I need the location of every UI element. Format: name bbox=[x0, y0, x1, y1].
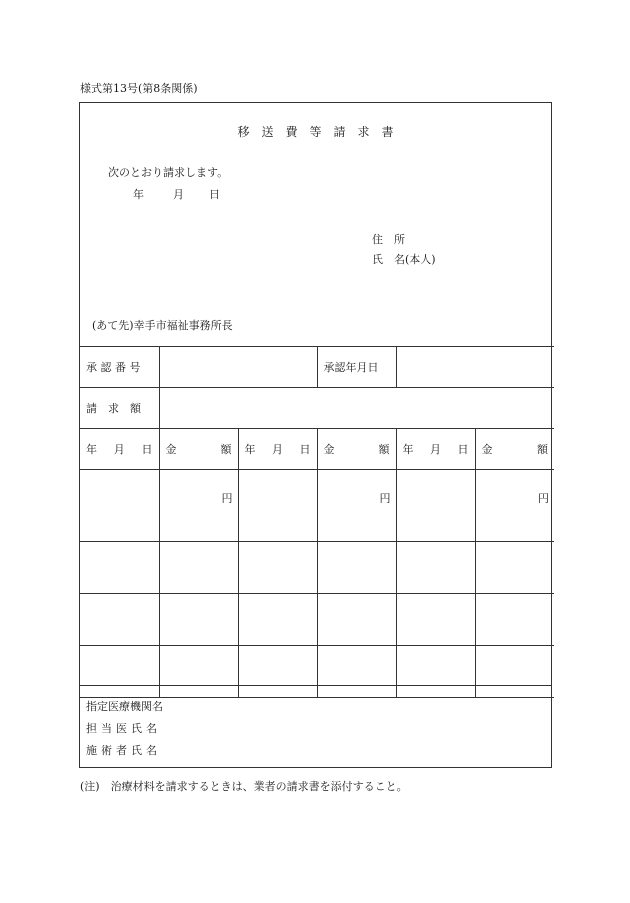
header-year: 年 bbox=[402, 443, 414, 456]
amount-cell[interactable]: 円 bbox=[475, 470, 554, 542]
header-kin: 金 bbox=[481, 443, 493, 456]
header-day: 日 bbox=[141, 443, 153, 456]
header-gaku: 額 bbox=[220, 443, 232, 456]
table-row bbox=[80, 542, 554, 594]
date-cell[interactable] bbox=[396, 542, 475, 594]
approval-number-label: 承 認 番 号 bbox=[80, 347, 159, 388]
claim-amount-row bbox=[80, 388, 554, 429]
date-cell[interactable] bbox=[238, 542, 317, 594]
header-year: 年 bbox=[244, 443, 256, 456]
address-label: 住 所 bbox=[372, 233, 405, 246]
form-header bbox=[80, 103, 551, 346]
document-title: 移送費等請求書 bbox=[237, 125, 406, 139]
form-number: 様式第13号(第8条関係) bbox=[80, 82, 198, 95]
column-header-row bbox=[80, 429, 554, 470]
amount-cell[interactable] bbox=[159, 542, 238, 594]
date-column-header bbox=[238, 429, 317, 470]
intro-text: 次のとおり請求します。 bbox=[108, 166, 229, 179]
approval-number-field[interactable] bbox=[159, 347, 317, 388]
date-cell[interactable] bbox=[238, 594, 317, 646]
approval-date-label: 承認年月日 bbox=[317, 347, 396, 388]
doctor-label: 担当医氏名 bbox=[86, 722, 161, 735]
header-day: 日 bbox=[299, 443, 311, 456]
amount-column-header bbox=[317, 429, 396, 470]
claim-amount-label: 請 求 額 bbox=[80, 388, 159, 429]
amount-cell[interactable] bbox=[159, 594, 238, 646]
month-label: 月 bbox=[173, 188, 184, 201]
practitioner-label: 施術者氏名 bbox=[86, 744, 161, 757]
date-cell[interactable] bbox=[396, 594, 475, 646]
amount-cell[interactable]: 円 bbox=[317, 470, 396, 542]
header-kin: 金 bbox=[323, 443, 335, 456]
date-cell[interactable] bbox=[80, 594, 159, 646]
footnote: (注) 治療材料を請求するときは、業者の請求書を添付すること。 bbox=[80, 780, 408, 793]
header-month: 月 bbox=[272, 443, 283, 456]
amount-column-header bbox=[475, 429, 554, 470]
name-label: 氏 名(本人) bbox=[372, 253, 436, 266]
header-gaku: 額 bbox=[378, 443, 390, 456]
table-row bbox=[80, 594, 554, 646]
header-month: 月 bbox=[430, 443, 441, 456]
provider-section bbox=[80, 685, 551, 768]
approval-row bbox=[80, 347, 554, 388]
year-label: 年 bbox=[133, 188, 144, 201]
amount-column-header bbox=[159, 429, 238, 470]
header-month: 月 bbox=[113, 443, 125, 456]
claim-amount-field[interactable] bbox=[159, 388, 554, 429]
date-cell[interactable] bbox=[238, 470, 317, 542]
amount-cell[interactable] bbox=[475, 594, 554, 646]
header-gaku: 額 bbox=[537, 443, 548, 456]
header-year: 年 bbox=[86, 443, 97, 456]
approval-date-field[interactable] bbox=[396, 347, 554, 388]
header-kin: 金 bbox=[165, 443, 177, 456]
table-row bbox=[80, 470, 554, 542]
institution-label: 指定医療機関名 bbox=[86, 700, 163, 713]
claim-form bbox=[79, 102, 552, 768]
date-cell[interactable] bbox=[80, 542, 159, 594]
amount-cell[interactable] bbox=[475, 542, 554, 594]
date-line bbox=[133, 186, 220, 202]
date-cell[interactable] bbox=[80, 470, 159, 542]
amount-cell[interactable] bbox=[317, 542, 396, 594]
date-column-header bbox=[396, 429, 475, 470]
header-day: 日 bbox=[457, 443, 469, 456]
claim-table bbox=[80, 346, 554, 698]
day-label: 日 bbox=[209, 188, 220, 201]
amount-cell[interactable] bbox=[317, 594, 396, 646]
date-cell[interactable] bbox=[396, 470, 475, 542]
amount-cell[interactable]: 円 bbox=[159, 470, 238, 542]
addressee: (あて先)幸手市福祉事務所長 bbox=[92, 319, 233, 332]
date-column-header bbox=[80, 429, 159, 470]
